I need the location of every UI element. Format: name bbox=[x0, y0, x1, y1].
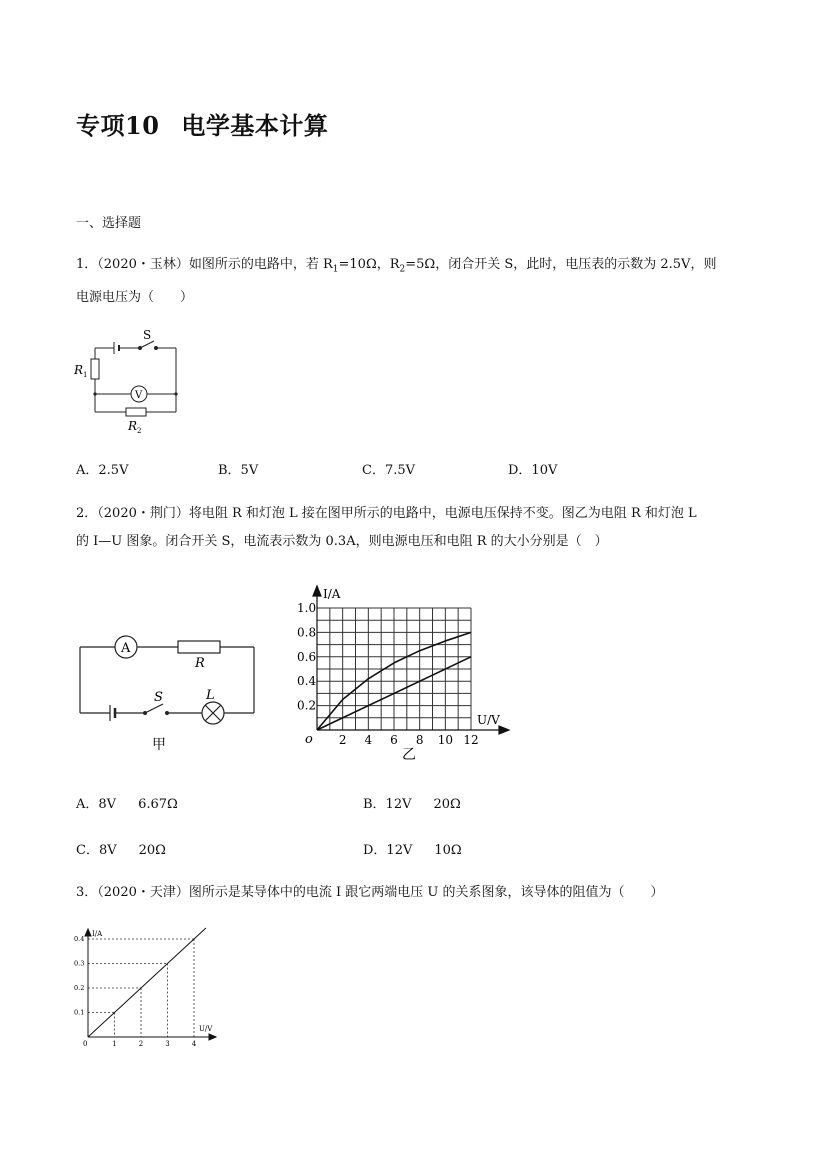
q2-option-c[interactable]: C．8V 20Ω bbox=[76, 843, 166, 858]
y-tick-label: 0.2 bbox=[297, 698, 317, 713]
question-1-line2: 电源电压为（ ） bbox=[76, 289, 194, 305]
q2-option-d[interactable]: D．12V 10Ω bbox=[363, 843, 462, 858]
question-2-line1: 2．（2020・荆门）将电阻 R 和灯泡 L 接在图甲所示的电路中，电源电压保持不变。图乙为电阻 R 和灯泡 L bbox=[76, 506, 697, 521]
question-2-text bbox=[76, 500, 796, 556]
question-1-line1: 1．（2020・玉林）如图所示的电路中，若 $R_1=10\Omega$，$R_2=5\Omega$，闭合开关 S，此时，电压表的示数为 2.5V，则 bbox=[76, 257, 717, 275]
label-ammeter: A bbox=[121, 641, 131, 656]
x-tick-label: 1 bbox=[112, 1040, 117, 1048]
switch-contact bbox=[165, 711, 169, 715]
x-tick-label: 12 bbox=[463, 733, 479, 747]
title-part2: 电学基本计算 bbox=[181, 111, 329, 140]
y-axis-label: I/A bbox=[92, 930, 103, 938]
y-axis-arrow bbox=[85, 929, 91, 936]
y-tick-label: 0.3 bbox=[74, 959, 85, 968]
switch-pivot bbox=[143, 711, 147, 715]
y-tick-label: 0.6 bbox=[297, 649, 317, 664]
x-axis-label: U/V bbox=[199, 1025, 213, 1033]
iu-line bbox=[88, 928, 206, 1037]
label-v: V bbox=[135, 390, 143, 401]
y-tick-label: 0.1 bbox=[74, 1008, 85, 1017]
label-s: S bbox=[143, 328, 152, 342]
label-r2-sub: 2 bbox=[137, 427, 142, 435]
switch-blade bbox=[145, 704, 163, 713]
x-tick-label: 4 bbox=[191, 1040, 197, 1048]
question-1-text bbox=[76, 251, 776, 312]
x-axis-label: U/V bbox=[477, 713, 500, 727]
y-axis-label: I/A bbox=[323, 587, 341, 601]
q1-option-d[interactable]: D．10V bbox=[508, 463, 558, 478]
y-tick-label: 0.4 bbox=[297, 674, 317, 689]
caption-jia: 甲 bbox=[152, 737, 166, 753]
x-tick-label: 8 bbox=[415, 733, 424, 747]
origin-label: 0 bbox=[83, 1040, 88, 1048]
x-tick-label: 3 bbox=[165, 1040, 170, 1048]
q1-option-b[interactable]: B．5V bbox=[218, 463, 259, 478]
switch-blade bbox=[140, 341, 154, 348]
section-heading: 一、选择题 bbox=[76, 216, 142, 231]
junction-dot bbox=[93, 392, 96, 395]
x-tick-label: 2 bbox=[138, 1040, 144, 1048]
caption-yi: 乙 bbox=[402, 747, 416, 763]
resistor-r2 bbox=[126, 408, 146, 416]
q1-circuit-diagram bbox=[70, 322, 190, 437]
resistor-r bbox=[178, 641, 220, 653]
question-2-line2: 的 I—U 图象。闭合开关 S，电流表示数为 0.3A，则电源电压和电阻 R 的大小分别是（ ） bbox=[76, 534, 608, 549]
label-r1-sub: 1 bbox=[83, 371, 88, 379]
resistor-r1 bbox=[91, 359, 99, 379]
origin-label: o bbox=[305, 732, 313, 747]
y-axis-arrow bbox=[313, 586, 321, 596]
x-axis-arrow bbox=[209, 1034, 216, 1040]
page-title bbox=[76, 106, 328, 141]
title-part1: 专项10 bbox=[76, 111, 160, 140]
label-lamp: L bbox=[206, 688, 215, 703]
y-tick-label: 0.4 bbox=[74, 935, 85, 943]
question-3-line1: 3．（2020・天津）图所示是某导体中的电流 I 跟它两端电压 U 的关系图象，该导体的阻值为（ ） bbox=[76, 885, 664, 900]
x-tick-label: 2 bbox=[338, 733, 347, 747]
label-resistor: R bbox=[195, 656, 205, 671]
q1-option-c[interactable]: C．7.5V bbox=[362, 463, 416, 478]
question-3-text bbox=[76, 879, 796, 907]
q2-option-a[interactable]: A．8V 6.67Ω bbox=[76, 797, 178, 812]
label-switch: S bbox=[154, 690, 163, 705]
x-tick-label: 10 bbox=[437, 733, 453, 747]
x-tick-label: 6 bbox=[390, 733, 398, 747]
q2-option-b[interactable]: B．12V 20Ω bbox=[363, 797, 461, 812]
label-r1: R bbox=[74, 363, 84, 377]
label-r2: R bbox=[128, 419, 138, 433]
q2-circuit-diagram bbox=[70, 625, 265, 755]
y-tick-label: 0.8 bbox=[297, 625, 317, 640]
x-axis-arrow bbox=[499, 726, 509, 734]
q1-option-a[interactable]: A．2.5V bbox=[76, 463, 129, 478]
y-tick-label: 1.0 bbox=[297, 601, 317, 615]
junction-dot bbox=[174, 392, 177, 395]
q3-iu-graph bbox=[70, 925, 230, 1055]
x-tick-label: 4 bbox=[364, 733, 373, 747]
q2-iu-graph bbox=[285, 578, 515, 778]
y-tick-label: 0.2 bbox=[74, 984, 85, 992]
